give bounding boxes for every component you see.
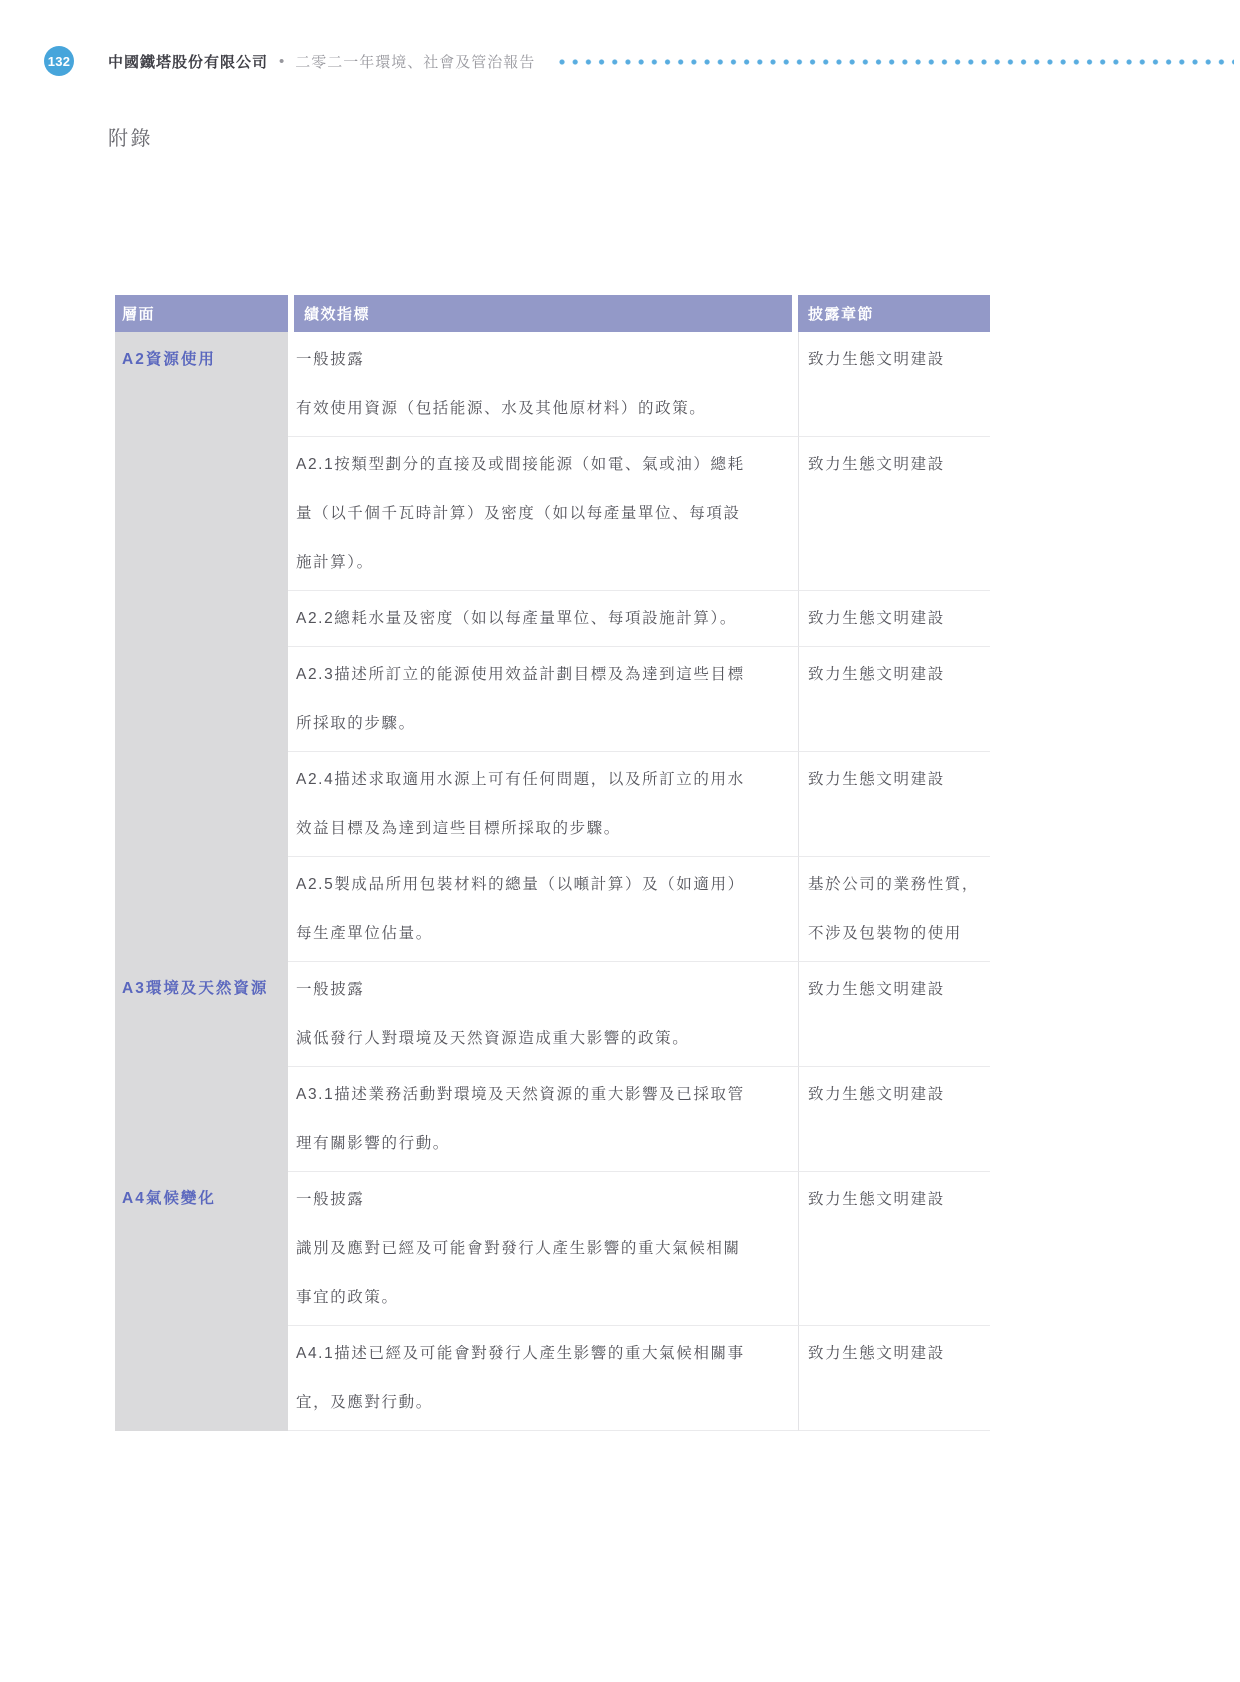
kpi-cell bbox=[288, 751, 798, 856]
aspect-cell bbox=[115, 1171, 288, 1325]
bullet-separator: • bbox=[279, 52, 285, 70]
kpi-paragraph: 減低發行人對環境及天然資源造成重大影響的政策。 bbox=[296, 1030, 690, 1047]
company-name: 中國鐵塔股份有限公司 bbox=[108, 53, 269, 71]
kpi-paragraph: A2.4描述求取適用水源上可有任何問題，以及所訂立的用水效益目標及為達到這些目標所採取的步驟。 bbox=[296, 771, 745, 837]
table-row bbox=[115, 1171, 990, 1325]
table-row bbox=[115, 332, 990, 436]
aspect-label: A2資源使用 bbox=[122, 351, 216, 368]
column-header-aspect: 層面 bbox=[115, 295, 288, 332]
kpi-paragraph: 一般披露 bbox=[296, 1191, 365, 1208]
kpi-cell bbox=[288, 646, 798, 751]
table-row bbox=[115, 436, 990, 590]
table-row bbox=[115, 751, 990, 856]
disclosure-cell bbox=[798, 961, 990, 1066]
table-row bbox=[115, 1325, 990, 1431]
table-row bbox=[115, 1066, 990, 1171]
kpi-cell bbox=[288, 436, 798, 590]
aspect-label: A4氣候變化 bbox=[122, 1190, 216, 1207]
disclosure-paragraph: 致力生態文明建設 bbox=[808, 1086, 945, 1103]
table-row bbox=[115, 646, 990, 751]
disclosure-paragraph: 致力生態文明建設 bbox=[808, 771, 945, 788]
kpi-paragraph: 識別及應對已經及可能會對發行人產生影響的重大氣候相關事宜的政策。 bbox=[296, 1240, 741, 1306]
disclosure-cell bbox=[798, 436, 990, 590]
disclosure-paragraph: 致力生態文明建設 bbox=[808, 351, 945, 368]
aspect-cell bbox=[115, 1066, 288, 1171]
disclosure-paragraph: 基於公司的業務性質，不涉及包裝物的使用 bbox=[808, 876, 980, 942]
disclosure-cell bbox=[798, 751, 990, 856]
kpi-paragraph: A3.1描述業務活動對環境及天然資源的重大影響及已採取管理有關影響的行動。 bbox=[296, 1086, 745, 1152]
disclosure-cell bbox=[798, 856, 990, 961]
table-row bbox=[115, 590, 990, 646]
page-title: 附錄 bbox=[108, 128, 153, 150]
report-title: 二零二一年環境、社會及管治報告 bbox=[295, 53, 536, 71]
aspect-cell bbox=[115, 856, 288, 961]
kpi-paragraph: A4.1描述已經及可能會對發行人產生影響的重大氣候相關事宜，及應對行動。 bbox=[296, 1345, 745, 1411]
esg-index-table bbox=[115, 295, 990, 1431]
kpi-paragraph: A2.5製成品所用包裝材料的總量（以噸計算）及（如適用）每生產單位佔量。 bbox=[296, 876, 745, 942]
kpi-cell bbox=[288, 1325, 798, 1431]
disclosure-paragraph: 致力生態文明建設 bbox=[808, 610, 945, 627]
disclosure-cell bbox=[798, 590, 990, 646]
page-header bbox=[44, 46, 1234, 76]
aspect-cell bbox=[115, 646, 288, 751]
aspect-cell bbox=[115, 961, 288, 1066]
aspect-cell bbox=[115, 436, 288, 590]
disclosure-cell bbox=[798, 1171, 990, 1325]
disclosure-paragraph: 致力生態文明建設 bbox=[808, 666, 945, 683]
kpi-paragraph: 一般披露 bbox=[296, 351, 365, 368]
kpi-paragraph: A2.3描述所訂立的能源使用效益計劃目標及為達到這些目標所採取的步驟。 bbox=[296, 666, 745, 732]
disclosure-paragraph: 致力生態文明建設 bbox=[808, 1191, 945, 1208]
disclosure-cell bbox=[798, 646, 990, 751]
kpi-cell bbox=[288, 590, 798, 646]
table-header-row bbox=[115, 295, 990, 332]
column-header-kpi: 績效指標 bbox=[294, 295, 792, 332]
kpi-paragraph: 一般披露 bbox=[296, 981, 365, 998]
dotted-divider bbox=[559, 59, 1234, 65]
disclosure-paragraph: 致力生態文明建設 bbox=[808, 1345, 945, 1362]
aspect-cell bbox=[115, 1325, 288, 1431]
aspect-cell bbox=[115, 590, 288, 646]
table-row bbox=[115, 856, 990, 961]
kpi-cell bbox=[288, 961, 798, 1066]
table-row bbox=[115, 961, 990, 1066]
disclosure-paragraph: 致力生態文明建設 bbox=[808, 981, 945, 998]
kpi-paragraph: 有效使用資源（包括能源、水及其他原材料）的政策。 bbox=[296, 400, 707, 417]
disclosure-paragraph: 致力生態文明建設 bbox=[808, 456, 945, 473]
disclosure-cell bbox=[798, 1325, 990, 1431]
disclosure-cell bbox=[798, 1066, 990, 1171]
table-body bbox=[115, 332, 990, 1431]
page-number-badge: 132 bbox=[44, 46, 74, 76]
kpi-paragraph: A2.1按類型劃分的直接及或間接能源（如電、氣或油）總耗量（以千個千瓦時計算）及密度（如以每產量單位、每項設施計算）。 bbox=[296, 456, 745, 571]
kpi-cell bbox=[288, 1066, 798, 1171]
aspect-label: A3環境及天然資源 bbox=[122, 980, 269, 997]
kpi-paragraph: A2.2總耗水量及密度（如以每產量單位、每項設施計算）。 bbox=[296, 610, 737, 627]
disclosure-cell bbox=[798, 332, 990, 436]
aspect-cell bbox=[115, 751, 288, 856]
aspect-cell bbox=[115, 332, 288, 436]
kpi-cell bbox=[288, 856, 798, 961]
kpi-cell bbox=[288, 1171, 798, 1325]
kpi-cell bbox=[288, 332, 798, 436]
column-header-disclosure: 披露章節 bbox=[798, 295, 990, 332]
